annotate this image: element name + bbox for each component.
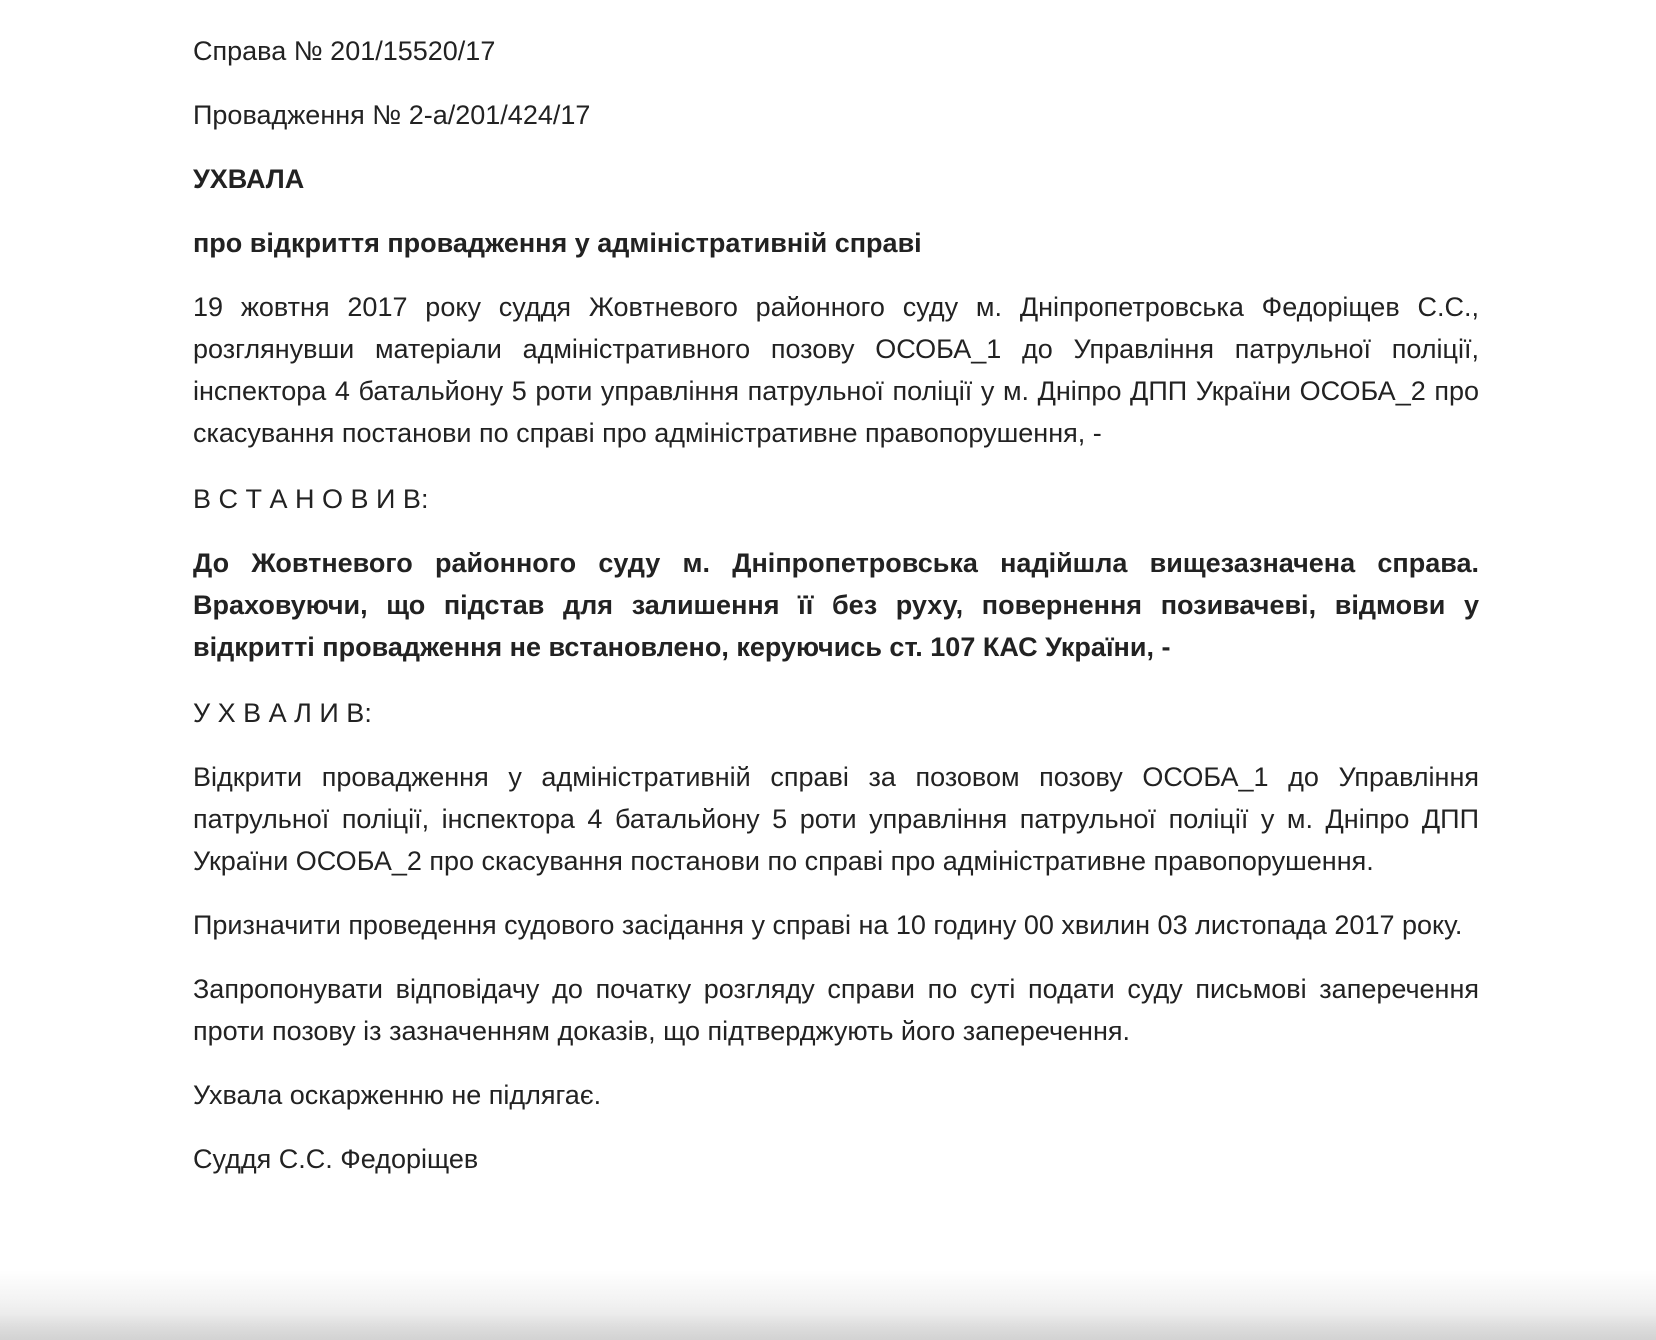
court-ruling-document [193, 30, 1479, 1180]
established-paragraph: До Жовтневого районного суду м. Дніпропетровська надійшла вищезазначена справа. Враховуючи, що підстав для залишення її без руху, повернення позивачеві, відмови у відкритті провадження не встановлено, керуючись ст. 107 КАС України, - [193, 548, 1479, 662]
appeal-note: Ухвала оскарженню не підлягає. [193, 1080, 602, 1110]
case-number: Справа № 201/15520/17 [193, 36, 496, 66]
document-title: УХВАЛА [193, 164, 305, 194]
established-heading: В С Т А Н О В И В: [193, 484, 429, 514]
resolution-paragraph-open-proceeding: Відкрити провадження у адміністративній справі за позовом позову ОСОБА_1 до Управління патрульної поліції, інспектора 4 батальйону 5 роти управління патрульної поліції у м. Дніпро ДПП України ОСОБА_2 про скасування постанови по справі про адміністративне правопорушення. [193, 762, 1479, 876]
judge-signature: Суддя С.С. Федоріщев [193, 1144, 479, 1174]
resolution-paragraph-objections: Запропонувати відповідачу до початку розгляду справи по суті подати суду письмові заперечення проти позову із зазначенням доказів, що підтверджують його заперечення. [193, 974, 1479, 1046]
resolved-heading: У Х В А Л И В: [193, 698, 372, 728]
bottom-shadow [0, 1270, 1656, 1340]
resolution-paragraph-hearing-date: Призначити проведення судового засідання у справі на 10 годину 00 хвилин 03 листопада 2017 року. [193, 910, 1463, 940]
proceeding-number: Провадження № 2-а/201/424/17 [193, 100, 591, 130]
intro-paragraph: 19 жовтня 2017 року суддя Жовтневого районного суду м. Дніпропетровська Федоріщев С.С., розглянувши матеріали адміністративного позову ОСОБА_1 до Управління патрульної поліції, інспектора 4 батальйону 5 роти управління патрульної поліції у м. Дніпро ДПП України ОСОБА_2 про скасування постанови по справі про адміністративне правопорушення, - [193, 292, 1479, 448]
document-subtitle: про відкриття провадження у адміністративній справі [193, 228, 922, 258]
